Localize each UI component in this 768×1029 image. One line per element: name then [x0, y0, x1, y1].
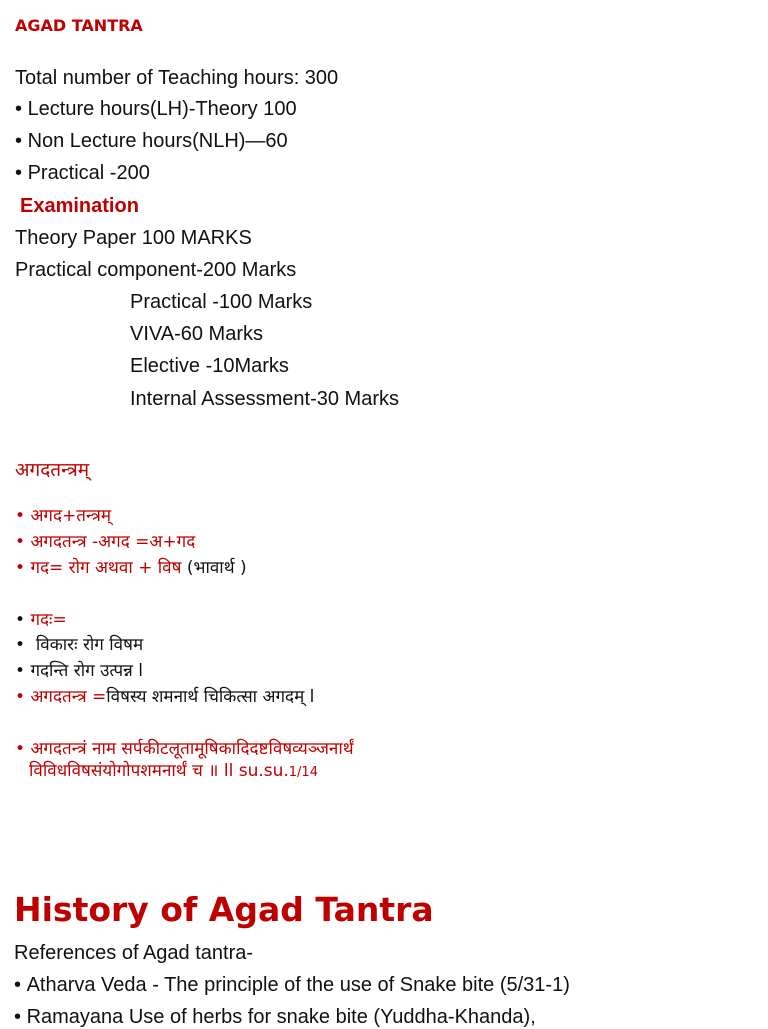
exam-item-viva: VIVA-60 Marks [130, 323, 263, 345]
exam-item-elective: Elective -10Marks [130, 355, 289, 377]
sanskrit-line-8-text-1: अगदतन्त्रं नाम सर्पकीटलूतामूषिकादिदष्टविषव्यञ्जनार्थं [30, 739, 354, 759]
examination-heading: Examination [20, 195, 139, 217]
exam-item-internal-assessment: Internal Assessment-30 Marks [130, 388, 399, 410]
history-title: History of Agad Tantra [14, 890, 434, 929]
sanskrit-line-2 [15, 531, 195, 553]
practical-hours: • Practical -200 [15, 161, 150, 185]
sanskrit-line-8 [15, 738, 354, 760]
sanskrit-line-5 [15, 634, 143, 656]
sanskrit-line-6 [15, 660, 143, 682]
sanskrit-line-4 [15, 609, 67, 631]
sanskrit-line-6-text: गदन्ति रोग उत्पन्न l [30, 661, 143, 681]
sanskrit-line-1-text: अगद+तन्त्रम् [30, 506, 112, 526]
sanskrit-line-7 [15, 686, 314, 708]
non-lecture-hours: • Non Lecture hours(NLH)—60 [15, 129, 288, 153]
reference-item-ramayana: • Ramayana Use of herbs for snake bite (Yuddha-Khanda), [14, 1005, 536, 1029]
references-label: References of Agad tantra- [14, 942, 254, 964]
sanskrit-line-5-text: विकारः रोग विषम [30, 635, 144, 655]
sanskrit-reference: ll su.su. [218, 761, 289, 781]
sanskrit-line-7-text: विषस्य शमनार्थ चिकित्सा अगदम् l [106, 687, 315, 707]
sanskrit-line-3-note: (भावार्थ ) [181, 558, 247, 578]
sanskrit-line-8-text-2: विविधविषसंयोगोपशमनार्थं च ॥ [29, 761, 219, 781]
practical-component: Practical component-200 Marks [15, 259, 297, 281]
sanskrit-heading: अगदतन्त्रम् [15, 459, 90, 481]
exam-item-practical: Practical -100 Marks [130, 291, 313, 313]
sanskrit-line-3 [15, 557, 247, 579]
lecture-hours: • Lecture hours(LH)-Theory 100 [15, 97, 297, 121]
sanskrit-line-8-cont [29, 760, 318, 784]
total-teaching-hours: Total number of Teaching hours: 300 [15, 67, 339, 89]
theory-paper: Theory Paper 100 MARKS [15, 227, 252, 249]
sanskrit-line-1 [15, 505, 111, 527]
sanskrit-line-2-text: अगदतन्त्र -अगद =अ+गद [30, 532, 196, 552]
section-title: AGAD TANTRA [15, 16, 143, 35]
reference-item-atharva-veda: • Atharva Veda - The principle of the use of Snake bite (5/31-1) [14, 973, 570, 997]
sanskrit-line-4-text: गदः= [30, 610, 67, 630]
sanskrit-line-3-text: गद= रोग अथवा + विष [30, 558, 182, 578]
sanskrit-line-7-label: अगदतन्त्र = [30, 687, 107, 707]
sanskrit-reference-number: 1/14 [288, 765, 318, 780]
